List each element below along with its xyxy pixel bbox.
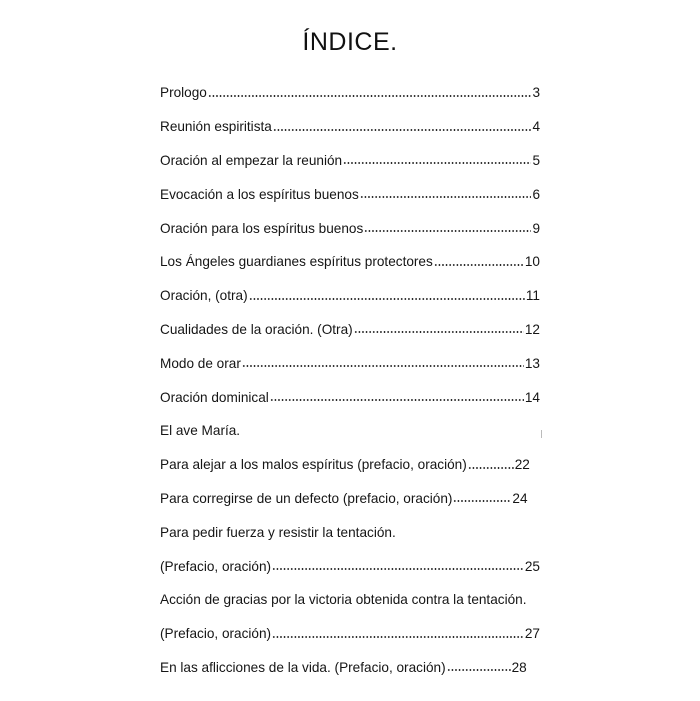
dot-leader — [272, 566, 524, 572]
dot-leader — [434, 262, 524, 268]
toc-entry-page: 28 — [511, 659, 527, 675]
table-of-contents — [160, 76, 540, 684]
dot-leader — [208, 93, 532, 99]
dot-leader — [360, 194, 532, 200]
toc-entry-page: 11 — [525, 288, 540, 304]
dot-leader — [242, 363, 524, 369]
toc-entry-page: 12 — [524, 321, 540, 337]
toc-entry-page: 3 — [532, 85, 540, 101]
index-title: ÍNDICE. — [302, 28, 398, 56]
toc-entry — [160, 380, 540, 414]
toc-entry-page: 5 — [532, 152, 540, 168]
dot-leader — [272, 634, 524, 640]
toc-entry — [160, 448, 540, 482]
toc-entry — [160, 346, 540, 380]
toc-entry-label: Prologo — [160, 85, 207, 101]
toc-entry-page: 10 — [524, 254, 540, 270]
dot-leader — [270, 397, 524, 403]
dot-leader — [354, 329, 524, 335]
toc-entry-label: (Prefacio, oración) — [160, 558, 272, 574]
toc-entry-label: Oración, (otra) — [160, 288, 248, 304]
dot-leader — [273, 127, 532, 133]
toc-entry-page: 14 — [524, 389, 540, 405]
toc-entry-label: Oración al empezar la reunión — [160, 152, 343, 168]
toc-entry-label: Reunión espiritista — [160, 119, 272, 135]
toc-entry — [160, 76, 540, 110]
toc-entry — [160, 617, 540, 651]
toc-entry-label: (Prefacio, oración) — [160, 626, 272, 642]
toc-entry-label: Acción de gracias por la victoria obtenida contra la tentación. — [160, 592, 527, 608]
scan-speck — [541, 430, 542, 438]
toc-entry-label: Para pedir fuerza y resistir la tentación. — [160, 524, 396, 540]
toc-entry-page: 24 — [512, 490, 528, 506]
toc-entry-label: Modo de orar — [160, 355, 241, 371]
toc-entry-page: 25 — [524, 558, 540, 574]
toc-entry-label: Cualidades de la oración. (Otra) — [160, 321, 353, 337]
toc-entry — [160, 177, 540, 211]
toc-entry-page: 13 — [524, 355, 540, 371]
toc-entry — [160, 279, 540, 313]
toc-entry-page: 6 — [532, 186, 540, 202]
dot-leader — [447, 667, 511, 673]
toc-entry-label: Oración para los espíritus buenos — [160, 220, 364, 236]
toc-entry-label: En las aflicciones de la vida. (Prefacio, oración) — [160, 659, 446, 675]
toc-entry-label: Para corregirse de un defecto (prefacio, oración) — [160, 490, 453, 506]
toc-entry-page: 4 — [532, 119, 540, 135]
toc-entry-page: 9 — [532, 220, 540, 236]
toc-entry — [160, 144, 540, 178]
toc-entry — [160, 515, 540, 549]
toc-entry-page: 22 — [514, 457, 530, 473]
toc-entry-label: Los Ángeles guardianes espíritus protectores — [160, 254, 433, 270]
toc-entry-label: Para alejar a los malos espíritus (prefacio, oración) — [160, 457, 467, 473]
dot-leader — [343, 160, 531, 166]
dot-leader — [453, 498, 511, 504]
toc-entry-page: 27 — [524, 626, 540, 642]
toc-entry-label: Oración dominical — [160, 389, 269, 405]
dot-leader — [249, 296, 525, 302]
toc-entry — [160, 414, 540, 448]
toc-entry — [160, 482, 540, 516]
toc-entry — [160, 245, 540, 279]
toc-entry-label: Evocación a los espíritus buenos — [160, 186, 359, 202]
toc-entry — [160, 110, 540, 144]
dot-leader — [468, 465, 514, 471]
toc-entry — [160, 583, 540, 617]
toc-entry — [160, 651, 540, 685]
toc-entry — [160, 313, 540, 347]
toc-entry — [160, 549, 540, 583]
dot-leader — [364, 228, 531, 234]
toc-entry-label: El ave María. — [160, 423, 241, 439]
toc-entry — [160, 211, 540, 245]
